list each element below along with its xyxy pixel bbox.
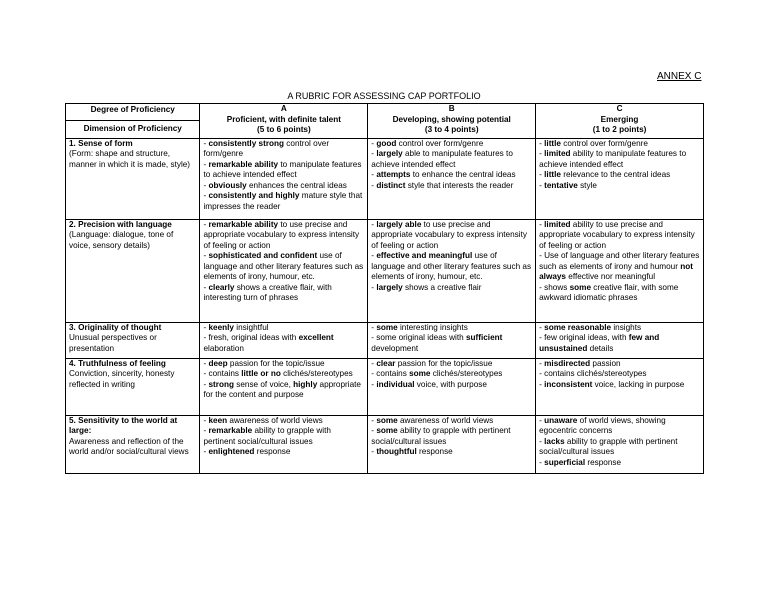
descriptor-text: -: [203, 322, 209, 332]
level-b-descriptor-cell: [368, 358, 536, 415]
header-corner-cell: [66, 104, 200, 139]
descriptor-item: [203, 220, 364, 252]
descriptor-emphasis: some: [376, 415, 398, 425]
descriptor-item: [371, 149, 532, 170]
descriptor-item: [203, 447, 364, 458]
document-title: A RUBRIC FOR ASSESSING CAP PORTFOLIO: [287, 91, 481, 101]
descriptor-item: [539, 323, 700, 334]
descriptor-text: insights: [611, 322, 642, 332]
descriptor-text: to use precise and appropriate vocabulary to express intensity of feeling or action: [203, 219, 360, 250]
descriptor-emphasis: obviously: [208, 180, 247, 190]
descriptor-text: use of language and other literary features such as elements of irony, humour, etc.: [371, 251, 532, 281]
descriptor-emphasis: enlightened: [208, 447, 255, 456]
descriptor-text: -: [539, 138, 545, 148]
descriptor-text: -: [203, 379, 209, 389]
descriptor-text: passion for the topic/issue: [227, 358, 325, 368]
descriptor-item: [371, 220, 532, 252]
descriptor-item: [371, 447, 532, 458]
descriptor-text: -: [371, 219, 377, 229]
level-b-descriptor-cell: [368, 219, 536, 322]
descriptor-text: -: [371, 180, 377, 190]
descriptor-text: effective nor meaningful: [565, 272, 656, 281]
degree-of-proficiency-label: Degree of Proficiency: [66, 104, 199, 121]
descriptor-item: [203, 359, 364, 370]
descriptor-text: shows a creative flair, with interesting turn of phrases: [203, 282, 332, 302]
descriptor-text: interesting insights: [397, 322, 468, 332]
descriptor-text: -: [371, 415, 377, 425]
descriptor-item: [371, 380, 532, 391]
descriptor-emphasis: limited: [544, 149, 571, 158]
level-a-descriptor-cell: [200, 415, 368, 473]
dimension-description: Conviction, sincerity, honesty reflected in writing: [69, 369, 175, 389]
descriptor-item: [539, 220, 700, 252]
descriptor-text: -: [371, 322, 377, 332]
descriptor-text: -: [539, 219, 545, 229]
level-c-descriptor-cell: [536, 138, 704, 219]
level-a-header: [200, 104, 368, 139]
descriptor-text: use of language and other literary features such as elements of irony, humour, etc.: [203, 251, 364, 281]
dimension-description: (Language: dialogue, tone of voice, sensory details): [69, 230, 174, 250]
rubric-table: [65, 103, 704, 474]
rubric-body: [66, 138, 704, 473]
descriptor-text: ability to grapple with pertinent social/cultural issues: [371, 426, 511, 446]
descriptor-text: awareness of world views: [397, 415, 494, 425]
descriptor-text: development: [371, 343, 419, 353]
descriptor-emphasis: strong: [208, 379, 234, 389]
descriptor-text: -: [539, 436, 545, 446]
descriptor-item: [203, 191, 364, 212]
descriptor-item: [203, 416, 364, 427]
descriptor-item: [539, 170, 700, 181]
descriptor-emphasis: attempts: [376, 170, 411, 179]
descriptor-emphasis: little: [544, 170, 561, 179]
descriptor-text: -: [203, 415, 209, 425]
descriptor-text: insightful: [233, 322, 269, 332]
descriptor-text: -: [203, 358, 209, 368]
descriptor-text: ability to grapple with pertinent social/cultural issues: [539, 436, 678, 456]
descriptor-text: response: [416, 447, 453, 456]
descriptor-item: [539, 359, 700, 370]
rubric-row: [66, 138, 704, 219]
descriptor-text: passion for the topic/issue: [395, 358, 493, 368]
descriptor-text: response: [585, 457, 622, 467]
descriptor-text: -: [539, 149, 545, 158]
dimension-title: 5. Sensitivity to the world at large:: [69, 415, 178, 435]
level-b-header: [368, 104, 536, 139]
descriptor-item: [371, 359, 532, 370]
descriptor-emphasis: not always: [539, 261, 693, 281]
descriptor-text: awareness of world views: [227, 415, 323, 425]
descriptor-emphasis: effective and meaningful: [376, 251, 473, 260]
level-a-letter: A: [280, 104, 287, 113]
descriptor-emphasis: deep: [208, 358, 228, 368]
descriptor-text: -: [203, 159, 209, 169]
rubric-row: [66, 358, 704, 415]
descriptor-text: details: [587, 343, 614, 353]
descriptor-text: -: [539, 415, 545, 425]
descriptor-item: [203, 251, 364, 283]
descriptor-text: shows a creative flair: [402, 282, 482, 292]
descriptor-item: [203, 426, 364, 447]
descriptor-emphasis: clearly: [208, 282, 235, 292]
level-c-descriptor-cell: [536, 358, 704, 415]
descriptor-emphasis: good: [376, 138, 397, 148]
level-b-descriptor-cell: [368, 138, 536, 219]
descriptor-item: [371, 170, 532, 181]
level-a-descriptor-cell: [200, 358, 368, 415]
descriptor-emphasis: few and unsustained: [539, 333, 660, 353]
level-a-descriptor-cell: [200, 219, 368, 322]
descriptor-text: -: [203, 138, 209, 148]
descriptor-emphasis: remarkable ability: [208, 159, 279, 169]
descriptor-emphasis: largely able: [376, 219, 422, 229]
descriptor-text: -: [371, 379, 377, 389]
descriptor-text: -: [203, 219, 209, 229]
descriptor-text: -: [203, 282, 209, 292]
dimension-cell: [66, 322, 200, 358]
descriptor-emphasis: some: [569, 282, 591, 292]
descriptor-item: [371, 426, 532, 447]
descriptor-emphasis: remarkable: [208, 426, 253, 435]
descriptor-item: [371, 333, 532, 354]
level-c-name: Emerging: [600, 114, 639, 124]
descriptor-text: -: [371, 149, 377, 158]
descriptor-emphasis: sufficient: [465, 333, 503, 342]
descriptor-item: [539, 149, 700, 170]
descriptor-item: [539, 139, 700, 150]
descriptor-text: - contains: [371, 369, 410, 378]
descriptor-item: [539, 437, 700, 458]
descriptor-emphasis: individual: [376, 379, 415, 389]
descriptor-text: style: [577, 180, 597, 190]
descriptor-emphasis: misdirected: [544, 358, 591, 368]
descriptor-text: -: [203, 447, 209, 456]
descriptor-text: elaboration: [203, 343, 244, 353]
descriptor-text: -: [539, 358, 545, 368]
descriptor-emphasis: unaware: [544, 415, 578, 425]
level-a-descriptor-cell: [200, 322, 368, 358]
descriptor-text: -: [539, 379, 545, 389]
descriptor-text: creative flair, with some awkward idiomatic phrases: [539, 282, 679, 302]
descriptor-text: able to manipulate features to achieve intended effect: [371, 149, 513, 169]
level-c-points: (1 to 2 points): [592, 125, 647, 134]
descriptor-item: [203, 380, 364, 401]
descriptor-emphasis: distinct: [376, 180, 406, 190]
descriptor-text: -: [371, 138, 377, 148]
level-b-name: Developing, showing potential: [392, 114, 511, 124]
dimension-of-proficiency-label: Dimension of Proficiency: [83, 124, 182, 133]
descriptor-emphasis: some: [376, 322, 398, 332]
descriptor-text: appropriate for the content and purpose: [203, 379, 361, 399]
descriptor-item: [371, 416, 532, 427]
descriptor-text: -: [203, 251, 209, 260]
dimension-description: Unusual perspectives or presentation: [69, 333, 157, 353]
descriptor-item: [203, 139, 364, 160]
descriptor-text: - contains: [203, 369, 242, 378]
descriptor-emphasis: some: [409, 369, 431, 378]
rubric-row: [66, 219, 704, 322]
level-c-letter: C: [616, 104, 623, 113]
dimension-cell: [66, 358, 200, 415]
descriptor-text: relevance to the central ideas: [560, 170, 671, 179]
descriptor-text: to manipulate features to achieve intended effect: [203, 159, 362, 179]
descriptor-text: -: [371, 358, 377, 368]
dimension-title: 1. Sense of form: [69, 138, 133, 148]
descriptor-emphasis: thoughtful: [376, 447, 417, 456]
level-a-descriptor-cell: [200, 138, 368, 219]
descriptor-text: -: [539, 180, 545, 190]
descriptor-emphasis: consistently and highly: [208, 191, 300, 200]
descriptor-text: passion: [590, 358, 621, 368]
descriptor-text: enhances the central ideas: [246, 180, 347, 190]
descriptor-item: [203, 369, 364, 380]
dimension-cell: [66, 138, 200, 219]
dimension-title: 3. Originality of thought: [69, 322, 162, 332]
level-a-points: (5 to 6 points): [257, 125, 311, 134]
descriptor-item: [203, 333, 364, 354]
level-c-descriptor-cell: [536, 322, 704, 358]
annex-label: ANNEX C: [657, 71, 702, 82]
header-row: [66, 104, 704, 139]
descriptor-item: [539, 333, 700, 354]
descriptor-text: - shows: [539, 282, 570, 292]
descriptor-text: to enhance the central ideas: [410, 170, 516, 179]
descriptor-text: -: [203, 191, 209, 200]
dimension-cell: [66, 415, 200, 473]
descriptor-text: of world views, showing egocentric concerns: [539, 415, 666, 435]
descriptor-emphasis: keen: [208, 415, 228, 425]
descriptor-item: [203, 323, 364, 334]
descriptor-item: [539, 283, 700, 304]
descriptor-item: [539, 369, 700, 380]
rubric-row: [66, 322, 704, 358]
descriptor-text: clichés/stereotypes: [280, 369, 353, 378]
descriptor-text: - some original ideas with: [371, 333, 466, 342]
descriptor-text: sense of voice,: [233, 379, 294, 389]
descriptor-emphasis: excellent: [298, 333, 334, 342]
level-a-name: Proficient, with definite talent: [226, 114, 341, 124]
level-c-descriptor-cell: [536, 219, 704, 322]
dimension-title: 2. Precision with language: [69, 219, 172, 229]
dimension-description: (Form: shape and structure, manner in which it is made, style): [69, 149, 191, 169]
descriptor-item: [203, 160, 364, 181]
descriptor-item: [371, 139, 532, 150]
descriptor-item: [203, 181, 364, 192]
descriptor-item: [371, 181, 532, 192]
descriptor-text: voice, with purpose: [414, 379, 487, 389]
descriptor-text: ability to grapple with pertinent social/cultural issues: [203, 426, 331, 446]
descriptor-text: -: [203, 180, 209, 190]
descriptor-text: - fresh, original ideas with: [203, 333, 299, 342]
level-c-descriptor-cell: [536, 415, 704, 473]
descriptor-text: to use precise and appropriate vocabulary to express intensity of feeling or action: [371, 219, 527, 250]
descriptor-text: -: [371, 282, 377, 292]
descriptor-emphasis: some reasonable: [544, 322, 612, 332]
descriptor-text: -: [371, 426, 377, 435]
descriptor-item: [371, 323, 532, 334]
descriptor-text: - contains clichés/stereotypes: [539, 369, 647, 378]
descriptor-item: [371, 369, 532, 380]
descriptor-item: [203, 283, 364, 304]
descriptor-text: -: [371, 170, 377, 179]
dimension-description: Awareness and reflection of the world and/or social/cultural views: [69, 436, 189, 456]
descriptor-text: response: [254, 447, 291, 456]
descriptor-text: -: [539, 322, 545, 332]
descriptor-item: [371, 251, 532, 283]
descriptor-item: [539, 181, 700, 192]
descriptor-emphasis: inconsistent: [544, 379, 593, 389]
descriptor-emphasis: keenly: [208, 322, 234, 332]
dimension-cell: [66, 219, 200, 322]
descriptor-emphasis: sophisticated and confident: [208, 251, 318, 260]
descriptor-text: control over form/genre: [560, 138, 648, 148]
level-b-descriptor-cell: [368, 415, 536, 473]
descriptor-text: -: [539, 457, 545, 467]
level-b-descriptor-cell: [368, 322, 536, 358]
level-b-letter: B: [448, 104, 455, 113]
descriptor-item: [371, 283, 532, 294]
descriptor-emphasis: superficial: [544, 457, 586, 467]
descriptor-text: control over form/genre: [396, 138, 484, 148]
descriptor-text: style that interests the reader: [405, 180, 514, 190]
descriptor-emphasis: little or no: [241, 369, 281, 378]
descriptor-text: - Use of language and other literary features such as elements of irony and humour: [539, 251, 700, 271]
descriptor-emphasis: consistently strong: [208, 138, 285, 148]
descriptor-emphasis: largely: [376, 149, 403, 158]
dimension-title: 4. Truthfulness of feeling: [69, 358, 166, 368]
descriptor-emphasis: little: [544, 138, 561, 148]
descriptor-emphasis: some: [376, 426, 398, 435]
descriptor-text: clichés/stereotypes: [430, 369, 503, 378]
descriptor-item: [539, 416, 700, 437]
level-c-header: [536, 104, 704, 139]
descriptor-text: mature style that impresses the reader: [203, 191, 363, 211]
descriptor-emphasis: lacks: [544, 436, 565, 446]
descriptor-emphasis: remarkable ability: [208, 219, 279, 229]
descriptor-emphasis: clear: [376, 358, 396, 368]
descriptor-text: ability to use precise and appropriate vocabulary to express intensity of feeling or action: [539, 219, 695, 250]
descriptor-text: ability to manipulate features to achieve intended effect: [539, 149, 687, 169]
descriptor-text: -: [371, 447, 377, 456]
level-b-points: (3 to 4 points): [424, 125, 479, 134]
descriptor-emphasis: largely: [376, 282, 403, 292]
descriptor-emphasis: limited: [544, 219, 571, 229]
descriptor-text: control over form/genre: [203, 138, 330, 158]
descriptor-text: voice, lacking in purpose: [592, 379, 685, 389]
descriptor-text: -: [371, 251, 377, 260]
descriptor-text: -: [203, 426, 209, 435]
descriptor-emphasis: highly: [293, 379, 318, 389]
descriptor-item: [539, 251, 700, 283]
descriptor-emphasis: tentative: [544, 180, 578, 190]
rubric-row: [66, 415, 704, 473]
descriptor-text: - few original ideas, with: [539, 333, 629, 342]
descriptor-item: [539, 458, 700, 469]
descriptor-item: [539, 380, 700, 391]
descriptor-text: -: [539, 170, 545, 179]
